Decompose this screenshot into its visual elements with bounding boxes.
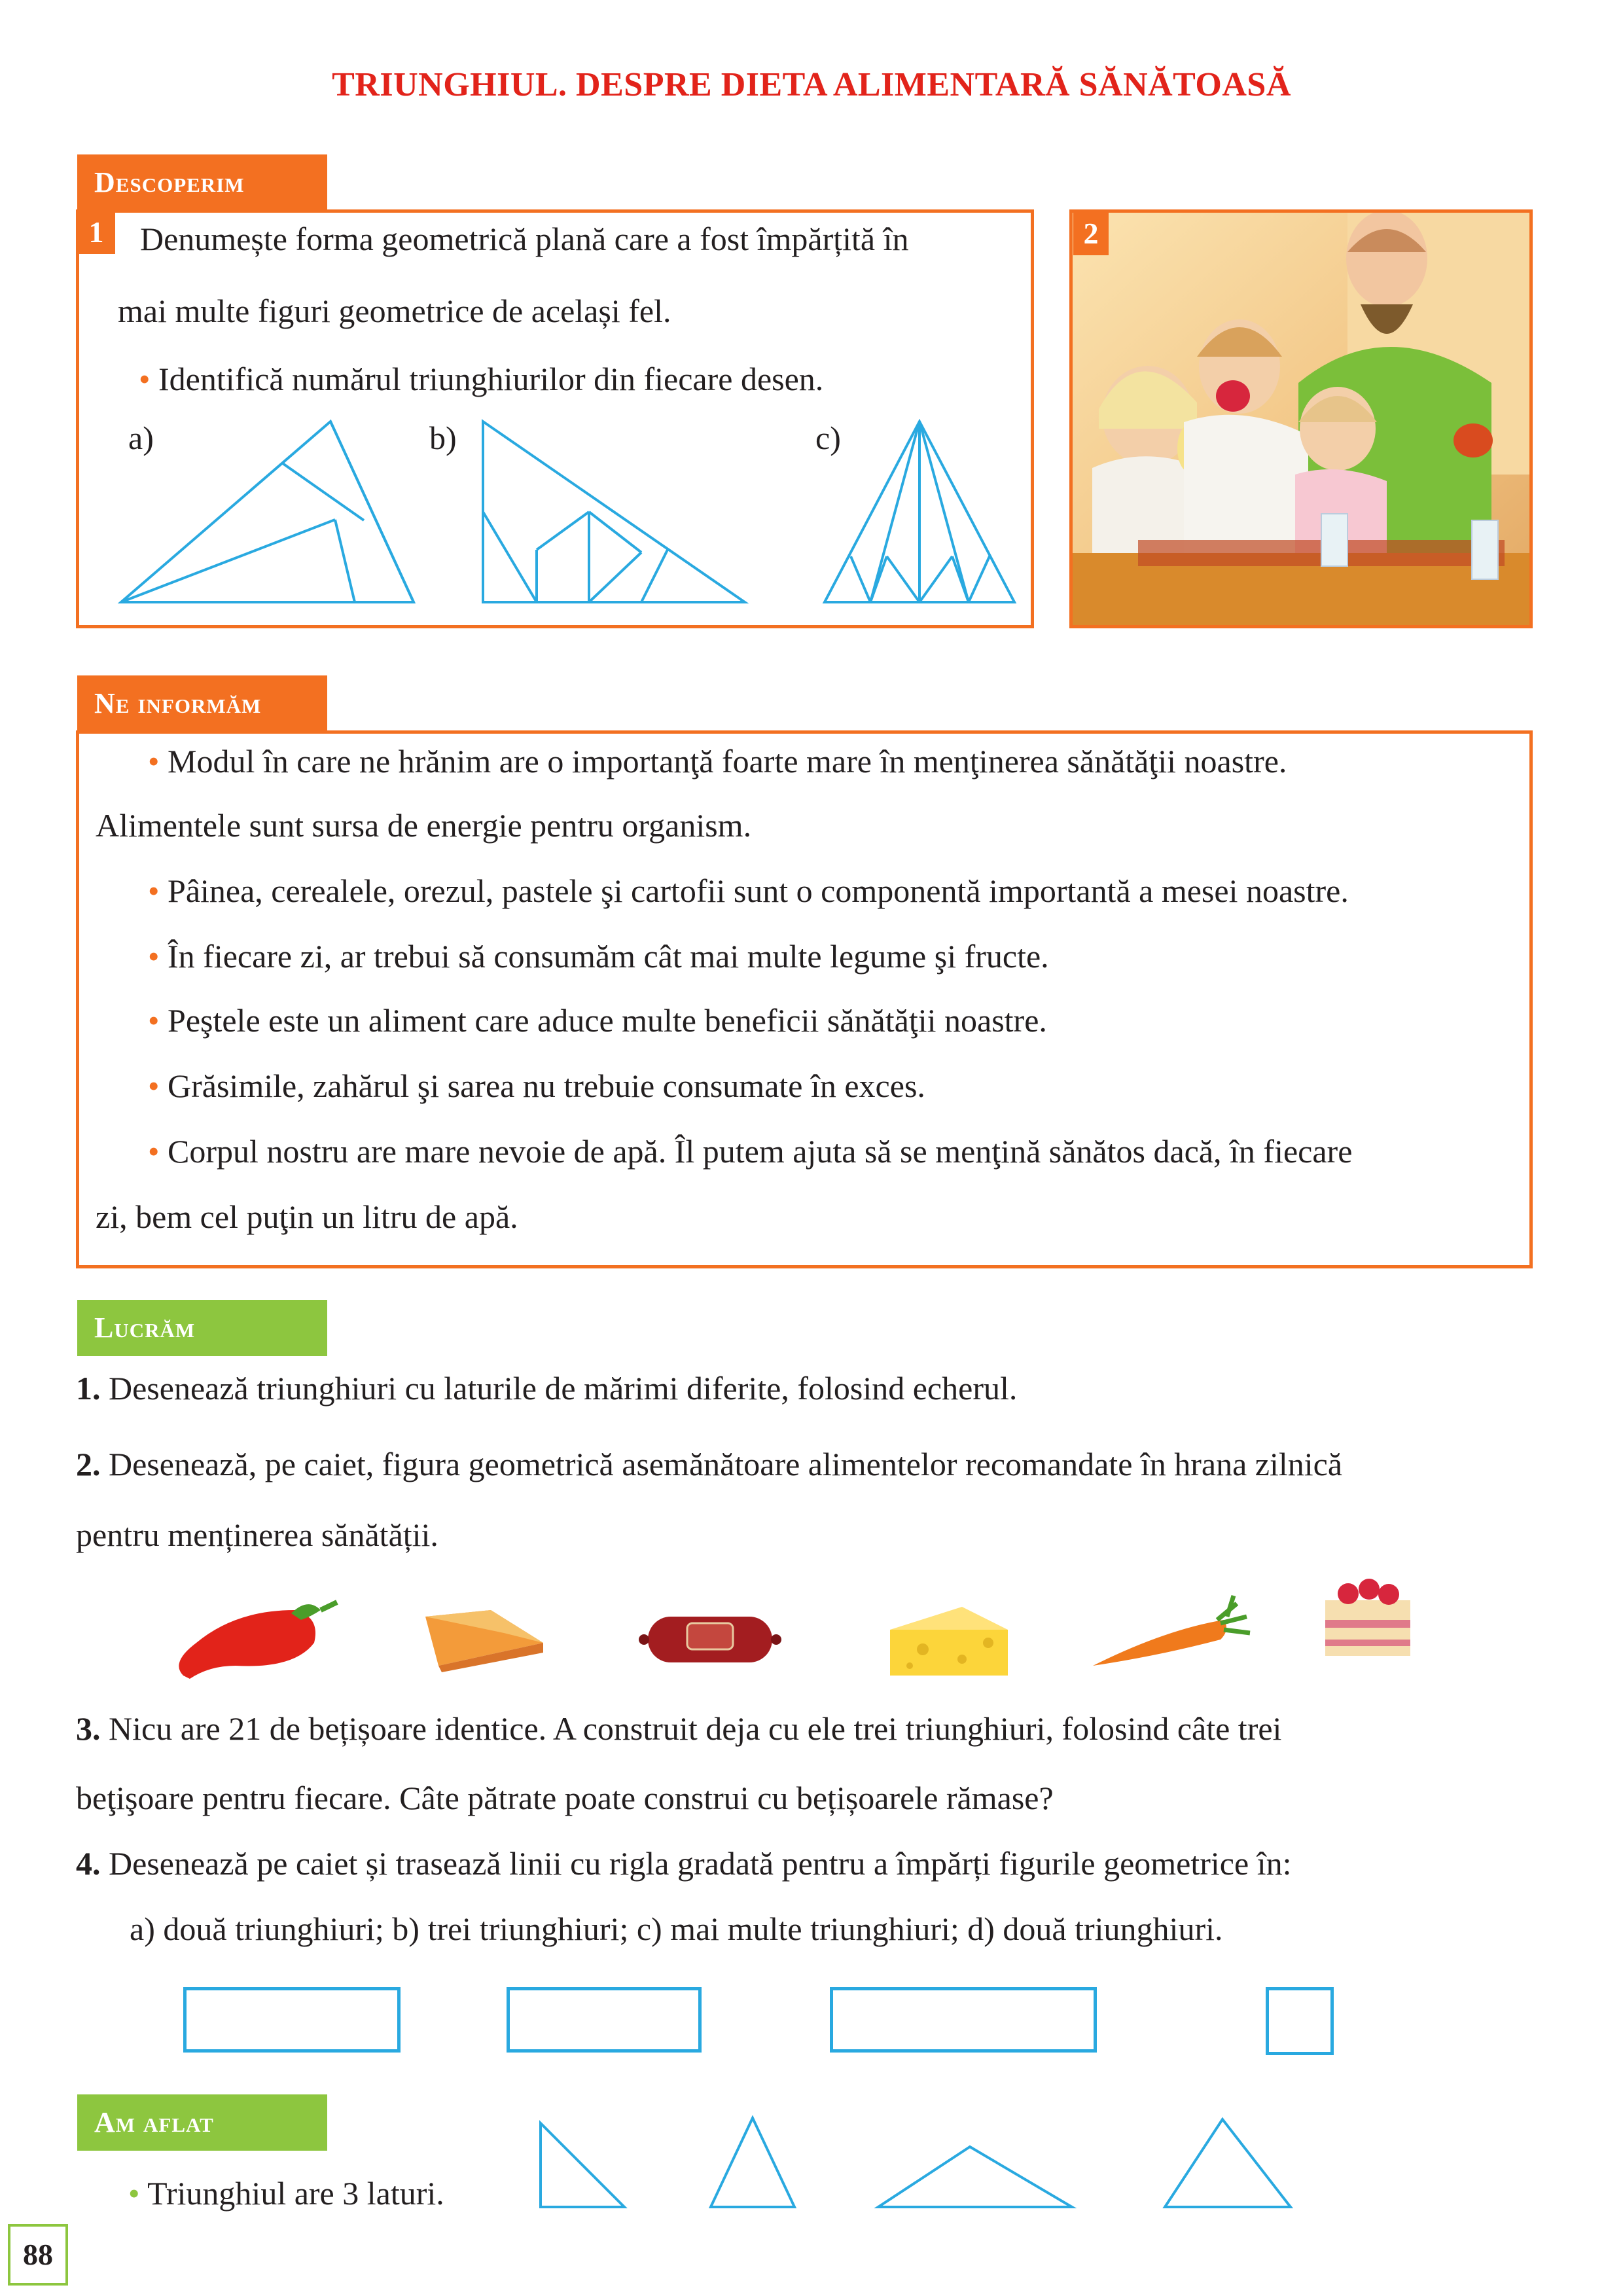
rectangle-figure-b	[507, 1987, 702, 2053]
triangle-figure-b	[471, 419, 753, 615]
dessert-icon	[1315, 1571, 1420, 1662]
triangle-figure-c	[818, 419, 1027, 615]
right-triangle-icon	[541, 2123, 624, 2207]
info-paragraph-6-line2: zi, bem cel puţin un litru de apă.	[96, 1198, 518, 1235]
info-paragraph-1-line1	[148, 742, 1287, 780]
page-number: 88	[8, 2224, 68, 2286]
learned-statement	[128, 2174, 444, 2212]
question-1-number: 1.	[76, 1370, 101, 1407]
bullet-icon: •	[148, 1067, 168, 1104]
bullet-icon: •	[139, 361, 159, 397]
learned-statement-text: Triunghiul are 3 laturi.	[147, 2175, 444, 2212]
exercise-1-text-line1: Denumește forma geometrică plană care a fost împărțită în	[140, 221, 909, 257]
info-paragraph-1-line2: Alimentele sunt sursa de energie pentru organism.	[96, 807, 752, 844]
question-1-text: Desenează triunghiuri cu laturile de mărimi diferite, folosind echerul.	[109, 1370, 1018, 1407]
bullet-icon: •	[148, 1002, 168, 1039]
question-2-line1	[76, 1445, 1342, 1483]
obtuse-triangle-icon	[878, 2147, 1072, 2207]
pepper-icon	[170, 1584, 340, 1682]
bullet-icon: •	[128, 2175, 148, 2212]
info-p3: În fiecare zi, ar trebui să consumăm cât mai multe legume şi fructe.	[168, 938, 1049, 975]
isosceles-triangle-icon	[711, 2118, 794, 2207]
bullet-icon: •	[148, 743, 168, 780]
exercise-1-number: 1	[77, 211, 115, 254]
bullet-icon: •	[148, 872, 168, 909]
example-triangles	[537, 2115, 1302, 2214]
section-tab-am-aflat: Am aflat	[77, 2094, 327, 2151]
figure-a-label: a)	[128, 420, 154, 456]
question-3-text: Nicu are 21 de bețișoare identice. A construit deja cu ele trei triunghiuri, folosind câte trei	[109, 1710, 1282, 1747]
question-4-line2: a) două triunghiuri; b) trei triunghiuri; c) mai multe triunghiuri; d) două triunghiuri.	[130, 1910, 1223, 1947]
section-tab-lucram: Lucrăm	[77, 1300, 327, 1356]
bullet-icon: •	[148, 938, 168, 975]
acute-triangle-icon	[1165, 2119, 1291, 2207]
page-title: TRIUNGHIUL. DESPRE DIETA ALIMENTARĂ SĂNĂTOASĂ	[332, 66, 1291, 103]
carrot-icon	[1086, 1590, 1257, 1669]
triangle-figure-a	[111, 419, 425, 615]
cake-slice-icon	[419, 1604, 550, 1676]
salami-icon	[635, 1610, 785, 1669]
info-paragraph-6-line1	[148, 1132, 1352, 1170]
photo-frame	[1069, 209, 1533, 628]
bullet-icon: •	[148, 1133, 168, 1170]
question-2-text: Desenează, pe caiet, figura geometrică asemănătoare alimentelor recomandate în hrana zilnică	[109, 1446, 1343, 1482]
question-3-line1	[76, 1710, 1281, 1748]
info-p6-l1: Corpul nostru are mare nevoie de apă. Îl putem ajuta să se menţină sănătos dacă, în fiecare	[168, 1133, 1353, 1170]
info-paragraph-3	[148, 937, 1049, 975]
question-4-line1	[76, 1844, 1291, 1882]
info-p2: Pâinea, cerealele, orezul, pastele şi cartofii sunt o componentă importantă a mesei noastre.	[168, 872, 1349, 909]
question-4-text: Desenează pe caiet și trasează linii cu rigla gradată pentru a împărți figurile geometrice în:	[109, 1845, 1292, 1882]
exercise-2-number: 2	[1073, 212, 1109, 255]
section-tab-descoperim: Descoperim	[77, 154, 327, 211]
exercise-1-text-line2: mai multe figuri geometrice de același fel.	[118, 293, 671, 329]
rectangle-figure-c	[830, 1987, 1097, 2053]
question-3-number: 3.	[76, 1710, 101, 1747]
family-eating-fruit-photo	[1073, 213, 1529, 625]
info-paragraph-2	[148, 872, 1349, 910]
figure-b-label: b)	[429, 420, 457, 456]
exercise-1-bullet-text: Identifică numărul triunghiurilor din fiecare desen.	[158, 361, 824, 397]
figure-c-label: c)	[815, 420, 841, 456]
info-p1-l1: Modul în care ne hrănim are o importanţă foarte mare în menţinerea sănătăţii noastre.	[168, 743, 1287, 780]
question-2-number: 2.	[76, 1446, 101, 1482]
question-1	[76, 1369, 1017, 1407]
info-paragraph-5	[148, 1067, 925, 1105]
exercise-1-bullet	[139, 360, 823, 398]
cheese-icon	[883, 1604, 1014, 1682]
section-tab-ne-informam: Ne informăm	[77, 675, 327, 732]
square-figure-d	[1266, 1987, 1334, 2055]
question-2-line2: pentru menținerea sănătății.	[76, 1516, 438, 1553]
question-4-number: 4.	[76, 1845, 101, 1882]
info-paragraph-4	[148, 1001, 1047, 1039]
rectangle-figure-a	[183, 1987, 401, 2053]
info-p5: Grăsimile, zahărul şi sarea nu trebuie consumate în exces.	[168, 1067, 925, 1104]
question-3-line2: beţişoare pentru fiecare. Câte pătrate poate construi cu bețișoarele rămase?	[76, 1780, 1054, 1816]
info-p4: Peştele este un aliment care aduce multe beneficii sănătăţii noastre.	[168, 1002, 1047, 1039]
